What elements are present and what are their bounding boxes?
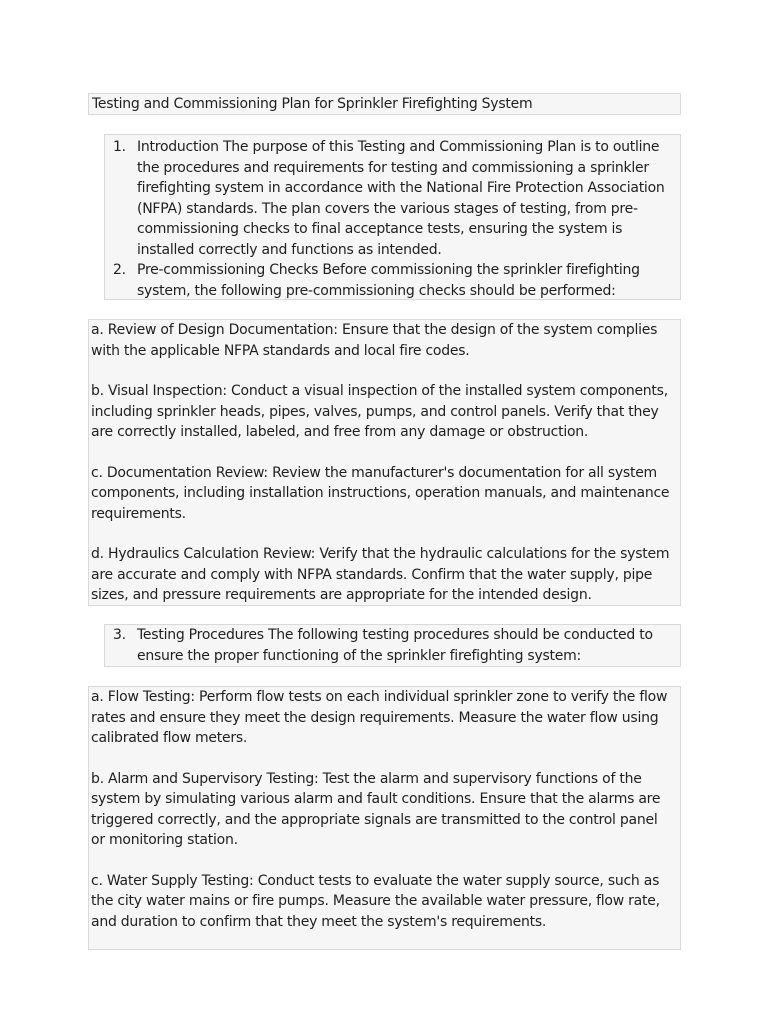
list-item [105,137,672,260]
list-item [105,625,672,666]
list-number: 1. [113,139,126,155]
pre-commissioning-checks-box [88,319,681,606]
check-paragraph: b. Visual Inspection: Conduct a visual inspection of the installed system components, including sprinkler heads, pipes, valves, pumps, and control panels. Verify that they are correctly installed, labeled, and free from any damage or obstruction. [91,383,668,440]
check-paragraph: a. Review of Design Documentation: Ensure that the design of the system complies with the applicable NFPA standards and local fire codes. [91,322,658,359]
list-number: 2. [113,262,126,278]
list-number: 3. [113,627,126,643]
list-item [105,260,672,301]
numbered-list-section-3 [104,624,681,667]
document-title: Testing and Commissioning Plan for Sprinkler Firefighting System [92,96,533,112]
test-paragraph: a. Flow Testing: Perform flow tests on each individual sprinkler zone to verify the flow rates and ensure they meet the design requirements. Measure the water flow using calibrated flow meters. [91,689,668,746]
testing-procedures-box [88,686,681,950]
test-paragraph: c. Water Supply Testing: Conduct tests to evaluate the water supply source, such as the city water mains or fire pumps. Measure the available water pressure, flow rate, and duration to confirm that they meet the system's requirements. [91,872,660,930]
list-item-text: Introduction The purpose of this Testing and Commissioning Plan is to outline the procedures and requirements for testing and commissioning a sprinkler firefighting system in accordance with the National Fire Protection Association (NFPA) standards. The plan covers the various stages of testing, from pre-commissioning checks to final acceptance tests, ensuring the system is installed correctly and functions as intended. [137,139,665,258]
test-paragraph: b. Alarm and Supervisory Testing: Test the alarm and supervisory functions of the system by simulating various alarm and fault conditions. Ensure that the alarms are triggered correctly, and the appropriate signals are transmitted to the control panel or monitoring station. [91,770,661,848]
check-paragraph: d. Hydraulics Calculation Review: Verify that the hydraulic calculations for the system are accurate and comply with NFPA standards. Confirm that the water supply, pipe sizes, and pressure requirements are appropriate for the intended design. [91,546,670,603]
list-item-text: Testing Procedures The following testing procedures should be conducted to ensure the proper functioning of the sprinkler firefighting system: [137,627,653,664]
document-title-box [88,93,681,115]
numbered-list-sections-1-2 [104,134,681,300]
check-paragraph: c. Documentation Review: Review the manufacturer's documentation for all system components, including installation instructions, operation manuals, and maintenance requirements. [91,464,670,522]
list-item-text: Pre-commissioning Checks Before commissioning the sprinkler firefighting system, the following pre-commissioning checks should be performed: [137,262,640,299]
